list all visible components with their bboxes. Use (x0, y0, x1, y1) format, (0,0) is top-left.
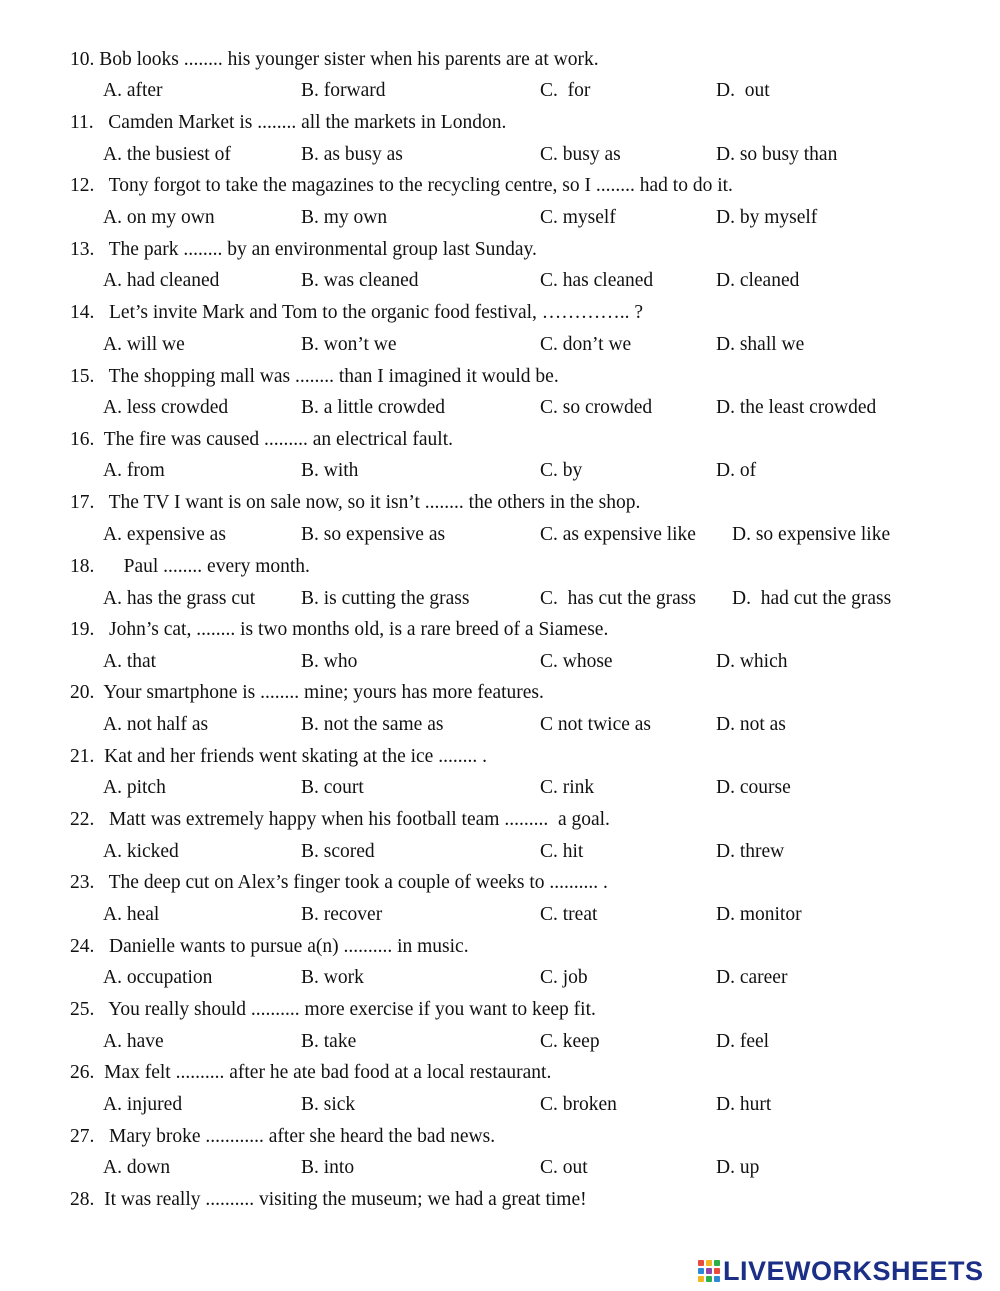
logo-tile (706, 1260, 712, 1266)
answer-option[interactable]: A. the busiest of (103, 144, 231, 165)
answer-option[interactable]: B. with (301, 460, 359, 481)
answer-option[interactable]: D. hurt (716, 1094, 772, 1115)
answer-option[interactable]: B. into (301, 1157, 355, 1178)
answer-option[interactable]: C. broken (540, 1094, 617, 1115)
question-text: 20. Your smartphone is ........ mine; yours has more features. (70, 682, 544, 703)
answer-option[interactable]: A. kicked (103, 841, 179, 862)
answer-option[interactable]: A. that (103, 651, 157, 672)
answer-option[interactable]: B. forward (301, 80, 386, 101)
answer-option[interactable]: D. had cut the grass (732, 588, 892, 609)
answer-option[interactable]: B. a little crowded (301, 397, 446, 418)
question-text: 12. Tony forgot to take the magazines to the recycling centre, so I ........ had to do it. (70, 175, 733, 196)
answer-option[interactable]: D. cleaned (716, 270, 800, 291)
answer-option[interactable]: D. shall we (716, 334, 805, 355)
answer-option[interactable]: A. not half as (103, 714, 209, 735)
answer-option[interactable]: B. court (301, 777, 364, 798)
answer-option[interactable]: C. don’t we (540, 334, 632, 355)
answer-option[interactable]: B. so expensive as (301, 524, 446, 545)
logo-grid-icon (698, 1260, 720, 1282)
answer-option[interactable]: B. sick (301, 1094, 356, 1115)
answer-option[interactable]: D. up (716, 1157, 760, 1178)
answer-option[interactable]: C not twice as (540, 714, 652, 735)
answer-option[interactable]: B. recover (301, 904, 383, 925)
answer-option[interactable]: A. down (103, 1157, 171, 1178)
answer-option[interactable]: C. so crowded (540, 397, 653, 418)
answer-option[interactable]: A. less crowded (103, 397, 229, 418)
question-text: 19. John’s cat, ........ is two months old, is a rare breed of a Siamese. (70, 619, 609, 640)
answer-option[interactable]: D. feel (716, 1031, 770, 1052)
answer-option[interactable]: D. not as (716, 714, 786, 735)
question-text: 24. Danielle wants to pursue a(n) .......... in music. (70, 936, 469, 957)
answer-option[interactable]: D. so busy than (716, 144, 838, 165)
logo-tile (706, 1268, 712, 1274)
answer-option[interactable]: D. out (716, 80, 770, 101)
question-text: 25. You really should .......... more exercise if you want to keep fit. (70, 999, 596, 1020)
answer-option[interactable]: A. injured (103, 1094, 183, 1115)
answer-option[interactable]: C. has cut the grass (540, 588, 696, 609)
answer-option[interactable]: C. treat (540, 904, 598, 925)
answer-option[interactable]: D. the least crowded (716, 397, 877, 418)
answer-option[interactable]: C. hit (540, 841, 584, 862)
answer-option[interactable]: A. heal (103, 904, 160, 925)
answer-option[interactable]: B. was cleaned (301, 270, 419, 291)
answer-option[interactable]: C. myself (540, 207, 616, 228)
logo-tile (714, 1260, 720, 1266)
logo-tile (698, 1260, 704, 1266)
question-text: 13. The park ........ by an environmental group last Sunday. (70, 239, 537, 260)
answer-option[interactable]: B. work (301, 967, 364, 988)
answer-option[interactable]: B. my own (301, 207, 388, 228)
logo-tile (714, 1276, 720, 1282)
answer-option[interactable]: C. by (540, 460, 583, 481)
answer-option[interactable]: D. monitor (716, 904, 802, 925)
answer-option[interactable]: C. rink (540, 777, 595, 798)
question-text: 14. Let’s invite Mark and Tom to the organic food festival, ………….. ? (70, 302, 644, 323)
answer-option[interactable]: C. keep (540, 1031, 600, 1052)
answer-option[interactable]: D. which (716, 651, 788, 672)
answer-option[interactable]: D. of (716, 460, 757, 481)
question-text: 28. It was really .......... visiting the museum; we had a great time! (70, 1189, 587, 1210)
answer-option[interactable]: A. from (103, 460, 165, 481)
answer-option[interactable]: B. not the same as (301, 714, 444, 735)
answer-option[interactable]: C. whose (540, 651, 613, 672)
answer-option[interactable]: A. will we (103, 334, 185, 355)
answer-option[interactable]: C. job (540, 967, 588, 988)
question-text: 10. Bob looks ........ his younger sister when his parents are at work. (70, 49, 599, 70)
answer-option[interactable]: B. scored (301, 841, 375, 862)
answer-option[interactable]: A. has the grass cut (103, 588, 256, 609)
answer-option[interactable]: D. by myself (716, 207, 818, 228)
logo-tile (706, 1276, 712, 1282)
answer-option[interactable]: C. as expensive like (540, 524, 696, 545)
answer-option[interactable]: B. as busy as (301, 144, 403, 165)
question-text: 23. The deep cut on Alex’s finger took a couple of weeks to .......... . (70, 872, 608, 893)
question-text: 17. The TV I want is on sale now, so it isn’t ........ the others in the shop. (70, 492, 641, 513)
answer-option[interactable]: D. so expensive like (732, 524, 891, 545)
logo-tile (698, 1268, 704, 1274)
answer-option[interactable]: A. pitch (103, 777, 166, 798)
answer-option[interactable]: B. won’t we (301, 334, 397, 355)
question-text: 22. Matt was extremely happy when his football team ......... a goal. (70, 809, 610, 830)
answer-option[interactable]: A. had cleaned (103, 270, 220, 291)
question-text: 16. The fire was caused ......... an electrical fault. (70, 429, 453, 450)
logo-tile (698, 1276, 704, 1282)
answer-option[interactable]: C. has cleaned (540, 270, 654, 291)
question-text: 18. Paul ........ every month. (70, 556, 310, 577)
answer-option[interactable]: D. career (716, 967, 788, 988)
answer-option[interactable]: B. who (301, 651, 358, 672)
answer-option[interactable]: A. after (103, 80, 163, 101)
answer-option[interactable]: C. out (540, 1157, 588, 1178)
answer-option[interactable]: B. take (301, 1031, 357, 1052)
logo-tile (714, 1268, 720, 1274)
answer-option[interactable]: A. occupation (103, 967, 213, 988)
liveworksheets-logo (698, 1254, 984, 1288)
answer-option[interactable]: C. for (540, 80, 591, 101)
answer-option[interactable]: A. have (103, 1031, 164, 1052)
question-text: 15. The shopping mall was ........ than I imagined it would be. (70, 366, 559, 387)
answer-option[interactable]: A. expensive as (103, 524, 226, 545)
answer-option[interactable]: C. busy as (540, 144, 621, 165)
logo-text: LIVEWORKSHEETS (723, 1255, 984, 1286)
answer-option[interactable]: D. course (716, 777, 791, 798)
question-text: 27. Mary broke ............ after she heard the bad news. (70, 1126, 496, 1147)
answer-option[interactable]: A. on my own (103, 207, 215, 228)
question-text: 21. Kat and her friends went skating at the ice ........ . (70, 746, 487, 767)
question-text: 11. Camden Market is ........ all the markets in London. (70, 112, 507, 133)
answer-option[interactable]: B. is cutting the grass (301, 588, 470, 609)
answer-option[interactable]: D. threw (716, 841, 785, 862)
question-text: 26. Max felt .......... after he ate bad food at a local restaurant. (70, 1062, 552, 1083)
